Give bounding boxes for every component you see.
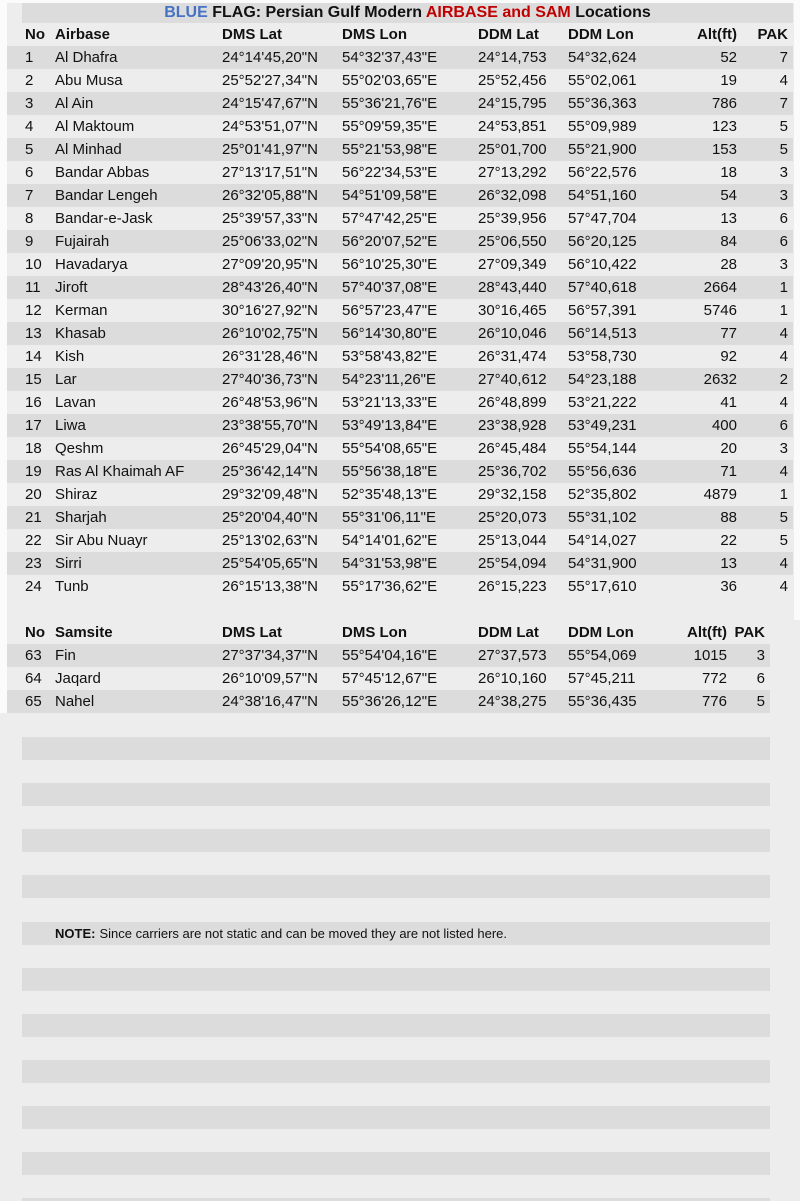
table-row (7, 529, 793, 552)
cell: 26°10'09,57"N (222, 670, 318, 687)
cell: 54°31'53,98"E (342, 555, 438, 572)
cell: 5 (779, 509, 788, 526)
cell: 1 (779, 279, 788, 296)
cell: Lar (55, 371, 77, 388)
table-row (7, 667, 770, 690)
cell: 7 (25, 187, 34, 204)
table-row (7, 207, 793, 230)
title-middle-text: FLAG: Persian Gulf Modern (207, 4, 426, 21)
title-blue-text: BLUE (164, 4, 208, 21)
cell: 5 (779, 118, 788, 135)
cell: 77 (720, 325, 737, 342)
cell: 52°35,802 (568, 486, 637, 503)
cell: 55°02,061 (568, 72, 637, 89)
cell: Sir Abu Nuayr (55, 532, 148, 549)
airbase-header-row (7, 23, 793, 46)
cell: 26°48'53,96"N (222, 394, 318, 411)
empty-row (22, 783, 770, 806)
cell: 4 (779, 394, 788, 411)
cell: 55°17,610 (568, 578, 637, 595)
cell: 22 (25, 532, 42, 549)
cell: 25°01,700 (478, 141, 547, 158)
column-header: DDM Lat (478, 26, 539, 43)
cell: 4879 (703, 486, 737, 503)
cell: 2632 (703, 371, 737, 388)
cell: 25°06'33,02"N (222, 233, 318, 250)
cell: 54°23,188 (568, 371, 637, 388)
cell: 54°14,027 (568, 532, 637, 549)
cell: 4 (779, 555, 788, 572)
cell: 6 (779, 210, 788, 227)
empty-row (22, 1106, 770, 1129)
cell: 5 (779, 532, 788, 549)
cell: 25°52'27,34"N (222, 72, 318, 89)
table-row (7, 322, 793, 345)
cell: 1 (779, 486, 788, 503)
cell: 25°39'57,33"N (222, 210, 318, 227)
empty-row (22, 737, 770, 760)
cell: Jiroft (55, 279, 88, 296)
cell: Al Maktoum (55, 118, 135, 135)
cell: 27°40,612 (478, 371, 547, 388)
cell: 56°22,576 (568, 164, 637, 181)
cell: 54°32'37,43"E (342, 49, 438, 66)
column-header: Alt(ft) (697, 26, 737, 43)
cell: Khasab (55, 325, 106, 342)
cell: 26°45'29,04"N (222, 440, 318, 457)
table-row (7, 690, 770, 713)
cell: 153 (711, 141, 737, 158)
cell: 772 (701, 670, 727, 687)
cell: 55°21'53,98"E (342, 141, 438, 158)
cell: Qeshm (55, 440, 104, 457)
cell: 53°58'43,82"E (342, 348, 438, 365)
cell: 55°54,069 (568, 647, 637, 664)
table-row (7, 46, 793, 69)
cell: 57°45'12,67"E (342, 670, 438, 687)
cell: 8 (25, 210, 34, 227)
cell: Havadarya (55, 256, 128, 273)
cell: 3 (756, 647, 765, 664)
cell: 7 (779, 49, 788, 66)
cell: 64 (25, 670, 42, 687)
column-header: No (25, 26, 45, 43)
cell: 71 (720, 463, 737, 480)
cell: 3 (25, 95, 34, 112)
cell: 25°20,073 (478, 509, 547, 526)
cell: Al Dhafra (55, 49, 118, 66)
cell: 776 (701, 693, 727, 710)
cell: 55°17'36,62"E (342, 578, 438, 595)
cell: 88 (720, 509, 737, 526)
cell: 20 (25, 486, 42, 503)
column-header: Alt(ft) (687, 624, 727, 641)
cell: Nahel (55, 693, 95, 710)
cell: 24°14,753 (478, 49, 547, 66)
cell: 30°16,465 (478, 302, 547, 319)
cell: 27°09,349 (478, 256, 547, 273)
table-row (7, 230, 793, 253)
cell: 57°47'42,25"E (342, 210, 438, 227)
cell: 25°36,702 (478, 463, 547, 480)
column-header: DDM Lon (568, 624, 634, 641)
cell: 55°09,989 (568, 118, 637, 135)
cell: 7 (779, 95, 788, 112)
cell: 6 (779, 233, 788, 250)
cell: 5 (756, 693, 765, 710)
note-label: NOTE: (55, 926, 96, 941)
cell: 57°47,704 (568, 210, 637, 227)
cell: 25°13,044 (478, 532, 547, 549)
cell: 55°36,435 (568, 693, 637, 710)
cell: 55°36'21,76"E (342, 95, 438, 112)
cell: 57°40,618 (568, 279, 637, 296)
cell: 54°32,624 (568, 49, 637, 66)
empty-row (22, 829, 770, 852)
cell: 26°10'02,75"N (222, 325, 318, 342)
cell: 21 (25, 509, 42, 526)
empty-row (22, 875, 770, 898)
cell: Bandar Abbas (55, 164, 150, 181)
table-row (7, 644, 770, 667)
cell: 18 (25, 440, 42, 457)
table-row (7, 345, 793, 368)
cell: 123 (711, 118, 737, 135)
cell: 400 (711, 417, 737, 434)
cell: 786 (711, 95, 737, 112)
cell: 30°16'27,92"N (222, 302, 318, 319)
cell: 55°09'59,35"E (342, 118, 438, 135)
cell: 36 (720, 578, 737, 595)
column-header: Airbase (55, 26, 111, 43)
note-row (22, 922, 770, 945)
cell: 55°54'04,16"E (342, 647, 438, 664)
cell: 26°10,046 (478, 325, 547, 342)
cell: 56°14'30,80"E (342, 325, 438, 342)
cell: Jaqard (55, 670, 101, 687)
cell: 2 (779, 371, 788, 388)
title-tail-text: Locations (570, 4, 651, 21)
cell: 13 (25, 325, 42, 342)
cell: 27°40'36,73"N (222, 371, 318, 388)
cell: Kerman (55, 302, 108, 319)
cell: 55°31'06,11"E (342, 509, 436, 526)
column-header: No (25, 624, 45, 641)
cell: 5746 (703, 302, 737, 319)
cell: 24 (25, 578, 42, 595)
cell: 55°36'26,12"E (342, 693, 438, 710)
cell: 25°36'42,14"N (222, 463, 318, 480)
cell: 27°37'34,37"N (222, 647, 318, 664)
cell: 56°57,391 (568, 302, 637, 319)
cell: 27°13'17,51"N (222, 164, 318, 181)
cell: 25°13'02,63"N (222, 532, 318, 549)
cell: 53°49,231 (568, 417, 637, 434)
cell: 2 (25, 72, 34, 89)
table-row (7, 69, 793, 92)
column-header: DMS Lat (222, 26, 282, 43)
table-row (7, 437, 793, 460)
cell: 27°13,292 (478, 164, 547, 181)
cell: 55°56'38,18"E (342, 463, 438, 480)
cell: 6 (756, 670, 765, 687)
page-title (22, 3, 793, 23)
cell: 92 (720, 348, 737, 365)
cell: Ras Al Khaimah AF (55, 463, 185, 480)
cell: 57°40'37,08"E (342, 279, 438, 296)
cell: 6 (25, 164, 34, 181)
cell: 19 (25, 463, 42, 480)
cell: 53°21'13,33"E (342, 394, 438, 411)
cell: Fin (55, 647, 76, 664)
cell: Tunb (55, 578, 89, 595)
cell: 4 (779, 578, 788, 595)
cell: 26°32'05,88"N (222, 187, 318, 204)
note-text: Since carriers are not static and can be moved they are not listed here. (99, 926, 508, 941)
cell: 57°45,211 (568, 670, 636, 687)
cell: 54°51,160 (568, 187, 637, 204)
cell: 25°39,956 (478, 210, 547, 227)
cell: Abu Musa (55, 72, 123, 89)
cell: 56°20'07,52"E (342, 233, 438, 250)
cell: 26°15,223 (478, 578, 547, 595)
table-row (7, 368, 793, 391)
cell: 13 (720, 210, 737, 227)
cell: 54°51'09,58"E (342, 187, 438, 204)
cell: 29°32'09,48"N (222, 486, 318, 503)
cell: 3 (779, 164, 788, 181)
table-row (7, 299, 793, 322)
cell: 23°38'55,70"N (222, 417, 318, 434)
cell: Bandar Lengeh (55, 187, 158, 204)
cell: 54°31,900 (568, 555, 637, 572)
cell: 56°10'25,30"E (342, 256, 438, 273)
cell: 26°48,899 (478, 394, 547, 411)
cell: 56°57'23,47"E (342, 302, 438, 319)
cell: Lavan (55, 394, 96, 411)
cell: 9 (25, 233, 34, 250)
cell: 2664 (703, 279, 737, 296)
cell: Kish (55, 348, 85, 365)
page-margin-left (0, 0, 7, 713)
cell: 25°54,094 (478, 555, 547, 572)
cell: 19 (720, 72, 737, 89)
cell: 28°43'26,40"N (222, 279, 318, 296)
cell: 24°15'47,67"N (222, 95, 318, 112)
cell: 56°14,513 (568, 325, 637, 342)
cell: 56°10,422 (568, 256, 637, 273)
empty-row (22, 1152, 770, 1175)
cell: 20 (720, 440, 737, 457)
cell: 4 (25, 118, 34, 135)
cell: 55°36,363 (568, 95, 637, 112)
table-row (7, 575, 793, 598)
cell: 3 (779, 187, 788, 204)
cell: Fujairah (55, 233, 110, 250)
cell: 1015 (693, 647, 727, 664)
empty-row (22, 968, 770, 991)
table-row (7, 138, 793, 161)
cell: Liwa (55, 417, 86, 434)
cell: 17 (25, 417, 42, 434)
cell: 1 (25, 49, 34, 66)
cell: 52°35'48,13"E (342, 486, 438, 503)
cell: 28 (720, 256, 737, 273)
cell: Shiraz (55, 486, 98, 503)
samsite-table (7, 621, 770, 713)
cell: 11 (25, 279, 41, 296)
cell: 24°15,795 (478, 95, 547, 112)
cell: 52 (720, 49, 737, 66)
cell: 23°38,928 (478, 417, 547, 434)
cell: 55°31,102 (568, 509, 637, 526)
cell: 12 (25, 302, 42, 319)
cell: 54°14'01,62"E (342, 532, 438, 549)
cell: Sirri (55, 555, 82, 572)
table-row (7, 92, 793, 115)
cell: 22 (720, 532, 737, 549)
cell: 4 (779, 72, 788, 89)
page-margin-right (794, 0, 800, 620)
table-row (7, 552, 793, 575)
empty-row (22, 1014, 770, 1037)
cell: 84 (720, 233, 737, 250)
cell: Al Ain (55, 95, 94, 112)
table-row (7, 460, 793, 483)
cell: 25°20'04,40"N (222, 509, 318, 526)
cell: 63 (25, 647, 42, 664)
cell: 53°49'13,84"E (342, 417, 438, 434)
cell: 5 (25, 141, 34, 158)
cell: 14 (25, 348, 42, 365)
cell: 16 (25, 394, 42, 411)
column-header: DMS Lat (222, 624, 282, 641)
table-row (7, 414, 793, 437)
cell: 3 (779, 440, 788, 457)
column-header: DMS Lon (342, 624, 407, 641)
column-header: DDM Lat (478, 624, 539, 641)
cell: 18 (720, 164, 737, 181)
cell: 3 (779, 256, 788, 273)
cell: 24°38,275 (478, 693, 547, 710)
cell: 25°06,550 (478, 233, 547, 250)
cell: 4 (779, 348, 788, 365)
cell: 28°43,440 (478, 279, 547, 296)
cell: 53°21,222 (568, 394, 637, 411)
cell: Bandar-e-Jask (55, 210, 153, 227)
cell: 25°01'41,97"N (222, 141, 318, 158)
cell: 5 (779, 141, 788, 158)
column-header: Samsite (55, 624, 113, 641)
cell: 6 (779, 417, 788, 434)
cell: 23 (25, 555, 42, 572)
cell: 54°23'11,26"E (342, 371, 436, 388)
cell: 26°31'28,46"N (222, 348, 318, 365)
table-row (7, 276, 793, 299)
cell: 55°56,636 (568, 463, 637, 480)
cell: 10 (25, 256, 42, 273)
cell: 55°54,144 (568, 440, 637, 457)
cell: 56°22'34,53"E (342, 164, 438, 181)
cell: 13 (720, 555, 737, 572)
cell: 55°02'03,65"E (342, 72, 438, 89)
column-header: PAK (734, 624, 765, 641)
cell: 56°20,125 (568, 233, 637, 250)
cell: 25°54'05,65"N (222, 555, 318, 572)
table-row (7, 253, 793, 276)
table-row (7, 483, 793, 506)
cell: 26°15'13,38"N (222, 578, 318, 595)
cell: 1 (779, 302, 788, 319)
cell: 54 (720, 187, 737, 204)
table-row (7, 115, 793, 138)
empty-row (22, 1060, 770, 1083)
cell: 29°32,158 (478, 486, 547, 503)
cell: 53°58,730 (568, 348, 637, 365)
cell: 15 (25, 371, 42, 388)
column-header: PAK (757, 26, 788, 43)
cell: 55°54'08,65"E (342, 440, 438, 457)
table-row (7, 184, 793, 207)
cell: 55°21,900 (568, 141, 637, 158)
column-header: DDM Lon (568, 26, 634, 43)
cell: 41 (720, 394, 737, 411)
cell: Sharjah (55, 509, 107, 526)
cell: 24°53,851 (478, 118, 547, 135)
cell: 27°09'20,95"N (222, 256, 318, 273)
cell: Al Minhad (55, 141, 122, 158)
cell: 26°45,484 (478, 440, 547, 457)
cell: 26°31,474 (478, 348, 547, 365)
table-row (7, 391, 793, 414)
airbase-table (7, 23, 793, 598)
cell: 4 (779, 463, 788, 480)
cell: 27°37,573 (478, 647, 547, 664)
table-row (7, 161, 793, 184)
column-header: DMS Lon (342, 26, 407, 43)
cell: 24°53'51,07"N (222, 118, 318, 135)
cell: 4 (779, 325, 788, 342)
cell: 26°32,098 (478, 187, 547, 204)
cell: 65 (25, 693, 42, 710)
samsite-header-row (7, 621, 770, 644)
cell: 24°14'45,20"N (222, 49, 318, 66)
title-red-text: AIRBASE and SAM (425, 4, 571, 21)
cell: 25°52,456 (478, 72, 547, 89)
cell: 26°10,160 (478, 670, 547, 687)
cell: 24°38'16,47"N (222, 693, 318, 710)
table-row (7, 506, 793, 529)
